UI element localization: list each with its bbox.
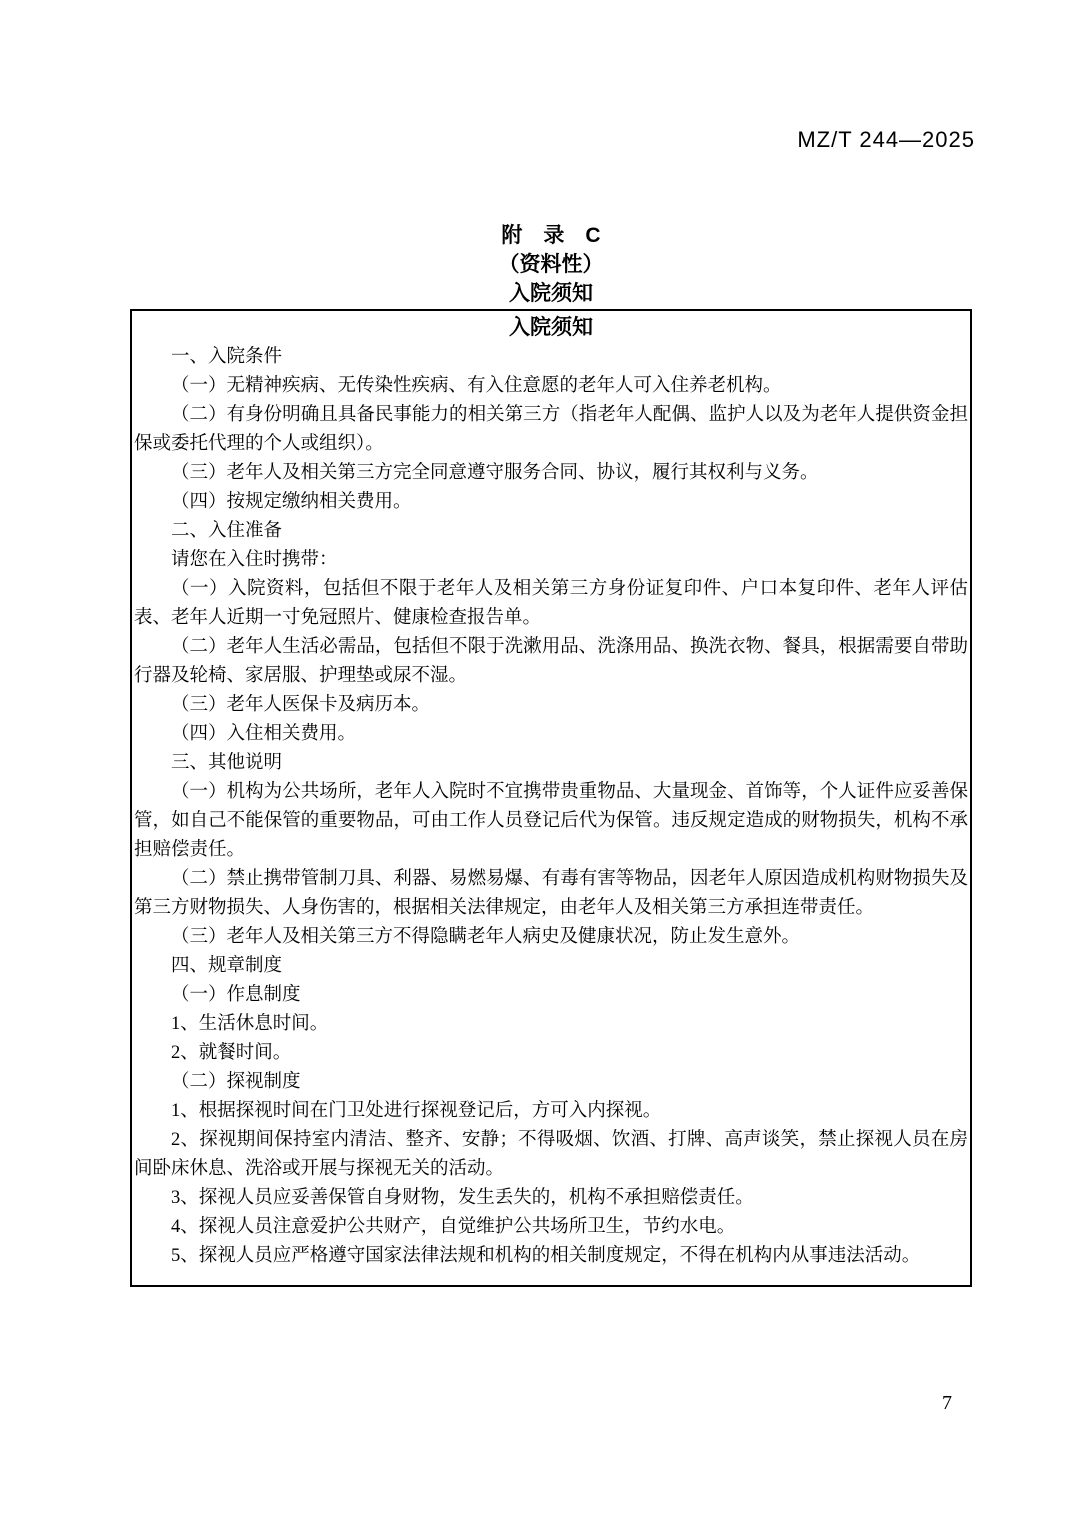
notice-paragraph: （四）入住相关费用。 <box>171 724 357 744</box>
notice-body <box>132 343 970 1271</box>
notice-paragraph: 1、根据探视时间在门卫处进行探视登记后，方可入内探视。 <box>171 1101 662 1121</box>
notice-paragraph: 四、规章制度 <box>171 956 283 976</box>
notice-paragraph: 3、探视人员应妥善保管自身财物，发生丢失的，机构不承担赔偿责任。 <box>171 1188 754 1208</box>
notice-paragraph: （一）机构为公共场所，老年人入院时不宜携带贵重物品、大量现金、首饰等，个人证件应妥善保管，如自己不能保管的重要物品，可由工作人员登记后代为保管。违反规定造成的财物损失，机构不承担赔偿责任。 <box>134 782 968 860</box>
appendix-informative-label: （资料性） <box>498 253 604 276</box>
appendix-label: 附 录 C <box>501 224 601 247</box>
notice-title: 入院须知 <box>509 316 593 339</box>
notice-paragraph: （三）老年人医保卡及病历本。 <box>171 695 431 715</box>
notice-paragraph: （二）禁止携带管制刀具、利器、易燃易爆、有毒有害等物品，因老年人原因造成机构财物损失及第三方财物损失、人身伤害的，根据相关法律规定，由老年人及相关第三方承担连带责任。 <box>134 869 968 918</box>
notice-paragraph: （一）作息制度 <box>171 985 301 1005</box>
notice-paragraph: 2、就餐时间。 <box>171 1043 292 1063</box>
notice-paragraph: （四）按规定缴纳相关费用。 <box>171 492 412 512</box>
notice-paragraph: 4、探视人员注意爱护公共财产，自觉维护公共场所卫生，节约水电。 <box>171 1217 736 1237</box>
notice-paragraph: 三、其他说明 <box>171 753 283 773</box>
appendix-heading <box>130 221 972 308</box>
notice-paragraph: 2、探视期间保持室内清洁、整齐、安静；不得吸烟、饮酒、打牌、高声谈笑，禁止探视人员在房间卧床休息、洗浴或开展与探视无关的活动。 <box>134 1130 968 1179</box>
appendix-title: 入院须知 <box>509 282 593 305</box>
notice-paragraph: 二、入住准备 <box>171 521 283 541</box>
standard-number: MZ/T 244—2025 <box>797 127 975 152</box>
page-number: 7 <box>942 1392 952 1414</box>
notice-paragraph: （三）老年人及相关第三方完全同意遵守服务合同、协议，履行其权利与义务。 <box>171 463 819 483</box>
notice-paragraph: （一）无精神疾病、无传染性疾病、有入住意愿的老年人可入住养老机构。 <box>171 376 782 396</box>
notice-box <box>130 309 972 1287</box>
notice-paragraph: （一）入院资料，包括但不限于老年人及相关第三方身份证复印件、户口本复印件、老年人评估表、老年人近期一寸免冠照片、健康检查报告单。 <box>134 579 968 628</box>
notice-paragraph: （二）老年人生活必需品，包括但不限于洗漱用品、洗涤用品、换洗衣物、餐具，根据需要自带助行器及轮椅、家居服、护理垫或尿不湿。 <box>134 637 968 686</box>
notice-paragraph: （二）有身份明确且具备民事能力的相关第三方（指老年人配偶、监护人以及为老年人提供资金担保或委托代理的个人或组织）。 <box>134 405 968 454</box>
notice-paragraph: 请您在入住时携带： <box>171 550 338 570</box>
notice-paragraph: （二）探视制度 <box>171 1072 301 1092</box>
notice-paragraph: （三）老年人及相关第三方不得隐瞒老年人病史及健康状况，防止发生意外。 <box>171 927 801 947</box>
notice-paragraph: 1、生活休息时间。 <box>171 1014 329 1034</box>
notice-paragraph: 一、入院条件 <box>171 347 283 367</box>
notice-paragraph: 5、探视人员应严格遵守国家法律法规和机构的相关制度规定，不得在机构内从事违法活动。 <box>171 1246 921 1266</box>
